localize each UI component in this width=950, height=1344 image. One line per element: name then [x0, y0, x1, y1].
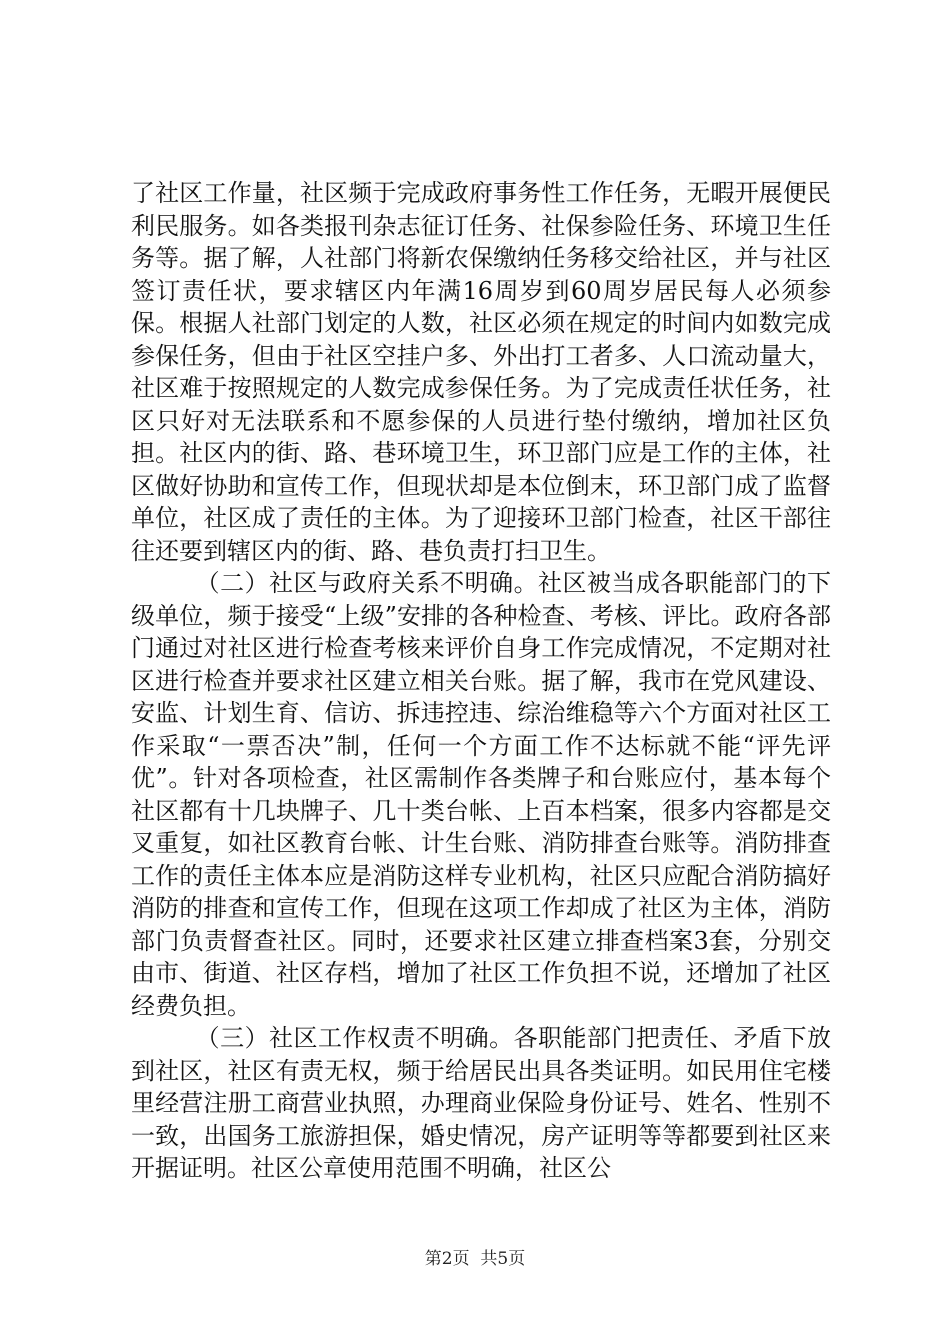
paragraph-1: 了社区工作量，社区频于完成政府事务性工作任务，无暇开展便民利民服务。如各类报刊杂志征订任务、社保参险任务、环境卫生任务等。据了解，人社部门将新农保缴纳任务移交给社区，并与社区签订责任状，要求辖区内年满16周岁到60周岁居民每人必须参保。根据人社部门划定的人数，社区必须在规定的时间内如数完成参保任务，但由于社区空挂户多、外出打工者多、人口流动量大，社区难于按照规定的人数完成参保任务。为了完成责任状任务，社区只好对无法联系和不愿参保的人员进行垫付缴纳，增加社区负担。社区内的街、路、巷环境卫生，环卫部门应是工作的主体，社区做好协助和宣传工作，但现状却是本位倒末，环卫部门成了监督单位，社区成了责任的主体。为了迎接环卫部门检查，社区干部往往还要到辖区内的街、路、巷负责打扫卫生。	[131, 179, 831, 565]
paragraph-3: （三）社区工作权责不明确。各职能部门把责任、矛盾下放到社区，社区有责无权，频于给居民出具各类证明。如民用住宅楼里经营注册工商营业执照，办理商业保险身份证号、姓名、性别不一致，出国务工旅游担保，婚史情况，房产证明等等都要到社区来开据证明。社区公章使用范围不明确，社区公	[131, 1024, 832, 1182]
page-footer: 第2页 共5页	[424, 1249, 526, 1269]
paragraph-2: （二）社区与政府关系不明确。社区被当成各职能部门的下级单位，频于接受“上级”安排的各种检查、考核、评比。政府各部门通过对社区进行检查考核来评价自身工作完成情况，不定期对社区进行检查并要求社区建立相关台账。据了解，我市在党风建设、安监、计划生育、信访、拆违控违、综治维稳等六个方面对社区工作采取“一票否决”制，任何一个方面工作不达标就不能“评先评优”。针对各项检查，社区需制作各类牌子和台账应付，基本每个社区都有十几块牌子、几十类台帐、上百本档案，很多内容都是交叉重复，如社区教育台帐、计生台账、消防排查台账等。消防排查工作的责任主体本应是消防这样专业机构，社区只应配合消防搞好消防的排查和宣传工作，但现在这项工作却成了社区为主体，消防部门负责督查社区。同时，还要求社区建立排查档案3套，分别交由市、街道、社区存档，增加了社区工作负担不说，还增加了社区经费负担。	[131, 569, 832, 1020]
document-body	[131, 177, 831, 1185]
